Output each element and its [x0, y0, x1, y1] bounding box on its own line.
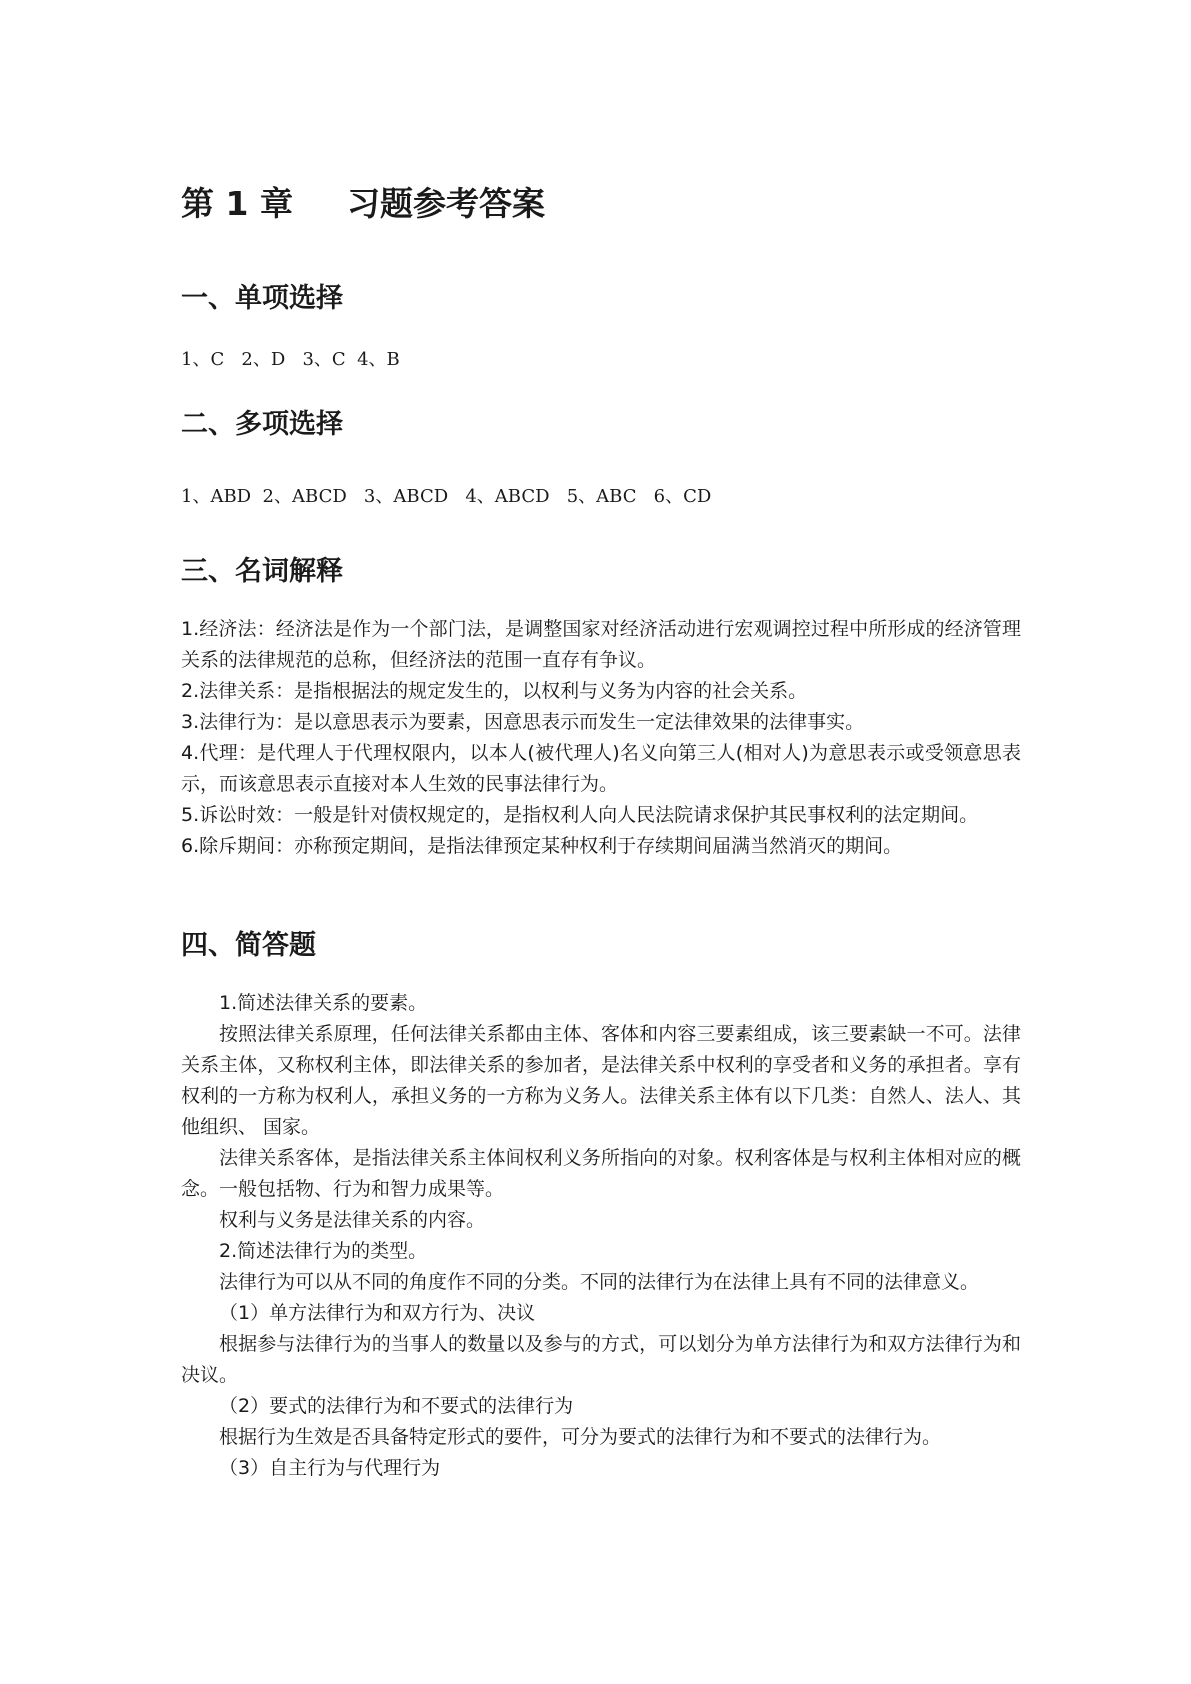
answer-paragraph: 按照法律关系原理，任何法律关系都由主体、客体和内容三要素组成，该三要素缺一不可。法律关系主体，又称权利主体，即法律关系的参加者，是法律关系中权利的享受者和义务的承担者。享有权利的一方称为权利人，承担义务的一方称为义务人。法律关系主体有以下几类：自然人、法人、其他组织、 国家。	[181, 1023, 1021, 1138]
section-heading-terms: 三、名词解释	[181, 556, 343, 587]
answer-paragraph: 权利与义务是法律关系的内容。	[219, 1209, 486, 1231]
answer-paragraph: 根据行为生效是否具备特定形式的要件，可分为要式的法律行为和不要式的法律行为。	[219, 1426, 942, 1448]
term-item: 5.诉讼时效：一般是针对债权规定的，是指权利人向人民法院请求保护其民事权利的法定期间。	[181, 804, 979, 826]
question-title: 2.简述法律行为的类型。	[219, 1240, 428, 1262]
subheading: （3）自主行为与代理行为	[219, 1457, 441, 1479]
section-heading-short-answer: 四、简答题	[181, 930, 316, 961]
answer-paragraph: 法律关系客体，是指法律关系主体间权利义务所指向的对象。权利客体是与权利主体相对应的概念。一般包括物、行为和智力成果等。	[181, 1147, 1021, 1200]
term-item: 4.代理：是代理人于代理权限内，以本人(被代理人)名义向第三人(相对人)为意思表示或受领意思表示，而该意思表示直接对本人生效的民事法律行为。	[181, 742, 1021, 795]
multiple-choice-answers: 1、ABD 2、ABCD 3、ABCD 4、ABCD 5、ABC 6、CD	[181, 486, 712, 507]
term-item: 1.经济法：经济法是作为一个部门法，是调整国家对经济活动进行宏观调控过程中所形成的经济管理关系的法律规范的总称，但经济法的范围一直存有争议。	[181, 618, 1021, 671]
term-item: 3.法律行为：是以意思表示为要素，因意思表示而发生一定法律效果的法律事实。	[181, 711, 865, 733]
subheading: （1）单方法律行为和双方行为、决议	[219, 1302, 536, 1324]
chapter-title	[181, 178, 545, 225]
terms-list	[181, 614, 1021, 862]
term-item: 6.除斥期间：亦称预定期间，是指法律预定某种权利于存续期间届满当然消灭的期间。	[181, 835, 903, 857]
chapter-title-text: 习题参考答案	[346, 184, 545, 223]
answer-paragraph: 法律行为可以从不同的角度作不同的分类。不同的法律行为在法律上具有不同的法律意义。	[219, 1271, 980, 1293]
subheading: （2）要式的法律行为和不要式的法律行为	[219, 1395, 574, 1417]
chapter-number: 第 1 章	[181, 184, 293, 223]
answer-paragraph: 根据参与法律行为的当事人的数量以及参与的方式，可以划分为单方法律行为和双方法律行为和决议。	[181, 1333, 1021, 1386]
short-answer-body	[181, 988, 1021, 1484]
single-choice-answers: 1、C 2、D 3、C 4、B	[181, 349, 400, 370]
section-heading-single-choice: 一、单项选择	[181, 283, 343, 314]
term-item: 2.法律关系：是指根据法的规定发生的，以权利与义务为内容的社会关系。	[181, 680, 808, 702]
section-heading-multiple-choice: 二、多项选择	[181, 409, 343, 440]
question-title: 1.简述法律关系的要素。	[219, 992, 428, 1014]
